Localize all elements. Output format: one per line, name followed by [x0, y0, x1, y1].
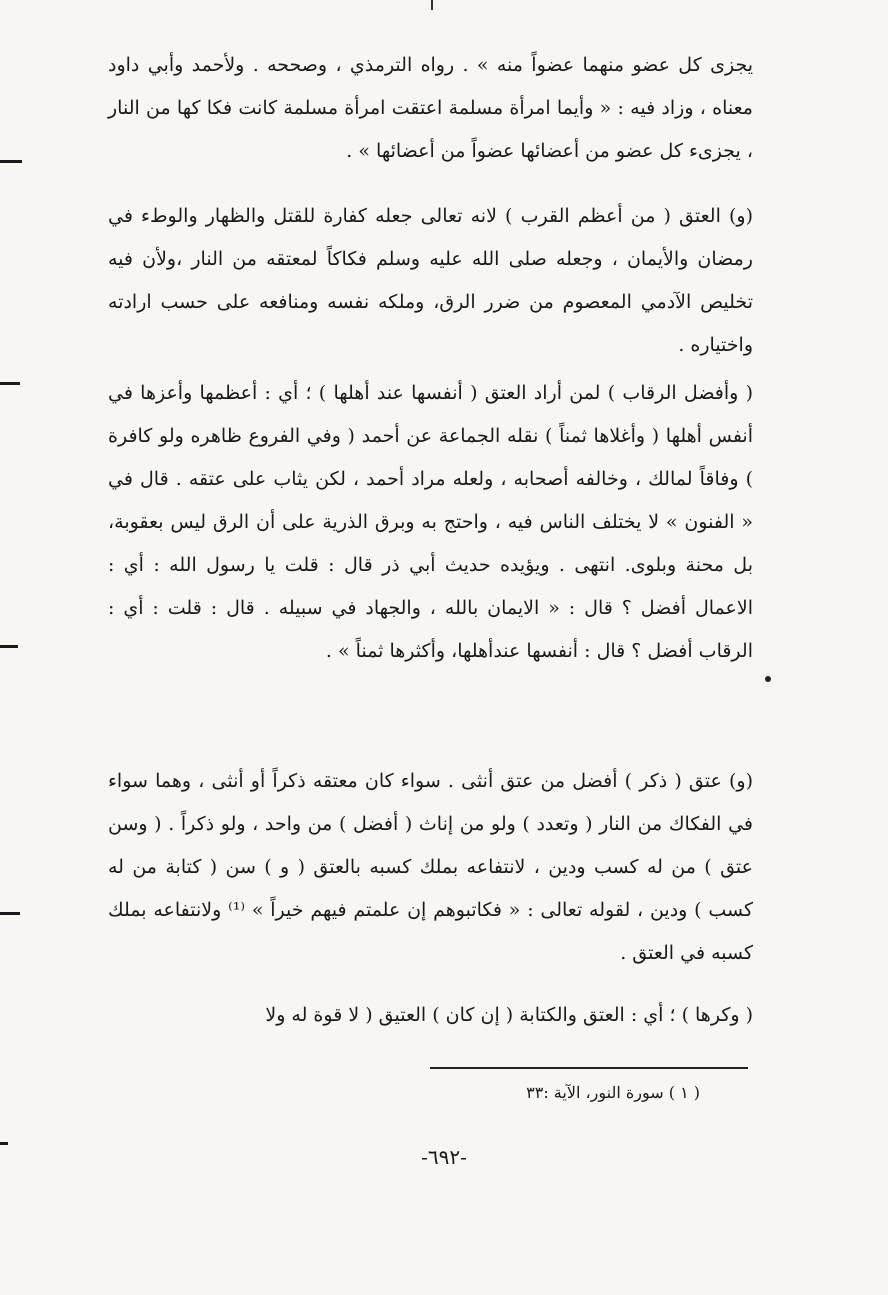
paragraph-text: ( وكرها ) ؛ أي : العتق والكتابة ( إن كان ) العتيق ( لا قوة له ولا	[265, 1004, 753, 1026]
paragraph-5	[108, 994, 753, 1037]
margin-mark	[0, 912, 20, 915]
paragraph-1	[108, 44, 753, 173]
paragraph-2	[108, 195, 753, 367]
margin-mark	[0, 382, 20, 385]
paragraph-text: يجزى كل عضو منهما عضواً منه » . رواه الترمذي ، وصححه . ولأحمد وأبي داود معناه ، وزاد فيه : « وأيما امرأة مسلمة اعتقت امرأة مسلمة كانت فكا كها من النار ، يجزىء كل عضو من أعضائها عضواً من أعضائها » .	[108, 54, 753, 162]
footnote-divider	[430, 1067, 748, 1069]
margin-mark	[0, 160, 22, 163]
stray-dot	[765, 676, 771, 682]
paragraph-text: (و) العتق ( من أعظم القرب ) لانه تعالى جعله كفارة للقتل والظهار والوطء في رمضان والأيمان ، وجعله صلى الله عليه وسلم فكاكاً لمعتقه من النار ،ولأن فيه تخليص الآدمي المعصوم من ضرر الرق، وملكه نفسه ومنافعه على حسب ارادته واختياره .	[108, 205, 753, 356]
paragraph-text: ( وأفضل الرقاب ) لمن أراد العتق ( أنفسها عند أهلها ) ؛ أي : أعظمها وأعزها في أنفس أهلها ( وأغلاها ثمناً ) نقله الجماعة عن أحمد ( وفي الفروع ظاهره ولو كافرة ) وفاقاً لمالك ، وخالفه أصحابه ، ولعله مراد أحمد ، لكن يثاب على عتقه . قال في « الفنون » لا يختلف الناس فيه ، واحتج به وبرق الذرية على أن الرق ليس بعقوبة، بل محنة وبلوى. انتهى . ويؤيده حديث أبي ذر قال : قلت يا رسول الله : أي : الاعمال أفضل ؟ قال : « الايمان بالله ، والجهاد في سبيله . قال : قلت : أي : الرقاب أفضل ؟ قال : أنفسها عندأهلها، وأكثرها ثمناً » .	[108, 382, 753, 662]
paragraph-4	[108, 760, 753, 975]
paragraph-3	[108, 372, 753, 673]
top-edge-tick	[431, 0, 433, 10]
footnote: ( ١ ) سورة النور، الآية :٣٣	[526, 1083, 700, 1102]
page-number: -٦٩٢-	[421, 1145, 467, 1169]
paragraph-text: (و) عتق ( ذكر ) أفضل من عتق أنثى . سواء كان معتقه ذكراً أو أنثى ، وهما سواء في الفكاك من النار ( وتعدد ) ولو من إناث ( أفضل ) من واحد ، ولو ذكراً . ( وسن عتق ) من له كسب ودين ، لانتفاعه بملك كسبه بالعتق ( و ) سن ( كتابة من له كسب ) ودين ، لقوله تعالى : « فكاتبوهم إن علمتم فيهم خيراً » ⁽¹⁾ ولانتفاعه بملك كسبه في العتق .	[108, 770, 753, 964]
margin-mark	[0, 645, 18, 648]
